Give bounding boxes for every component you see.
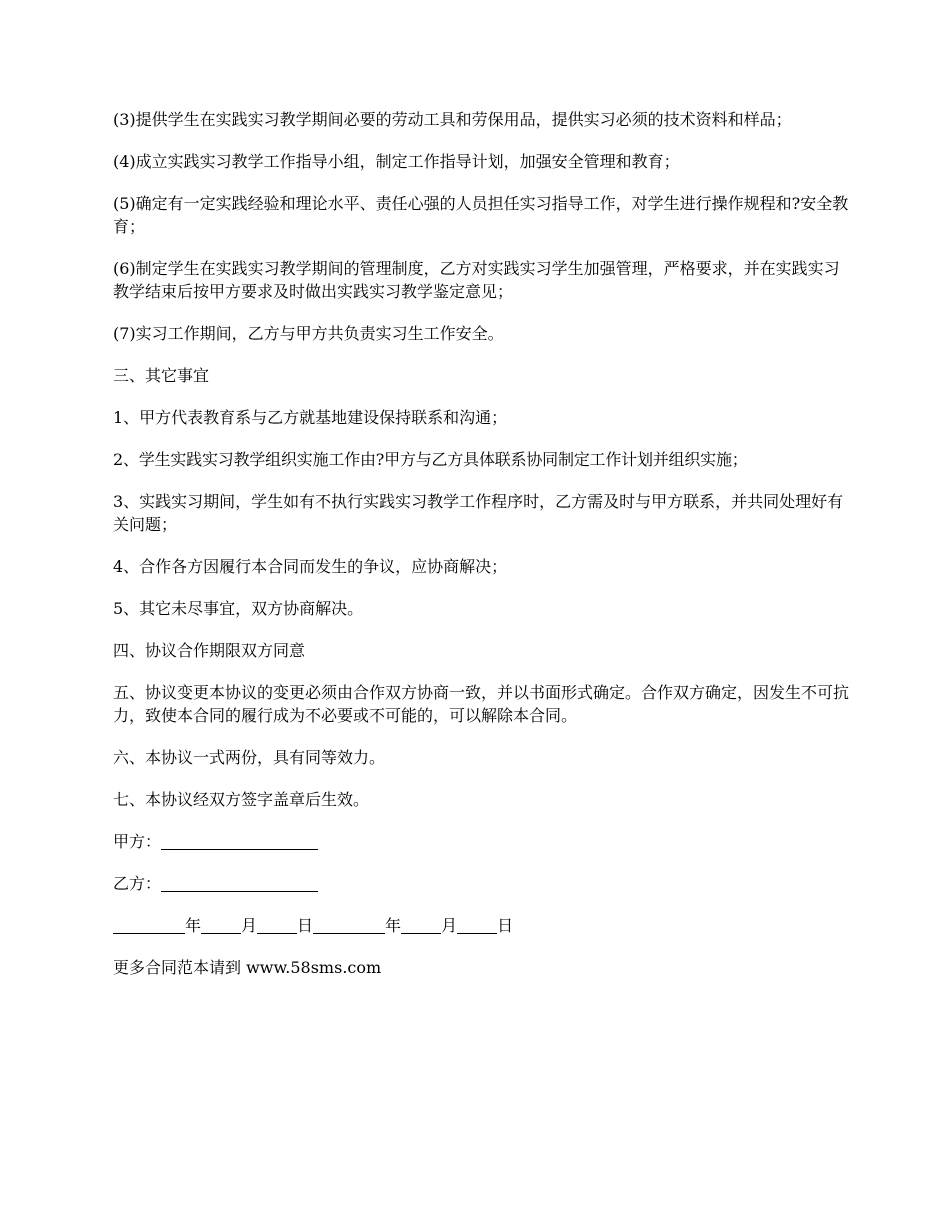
clause-4: (4)成立实践实习教学工作指导小组，制定工作指导计划，加强安全管理和教育； xyxy=(113,152,680,171)
other-item-2: 2、学生实践实习教学组织实施工作由?甲方与乙方具体联系协同制定工作计划并组织实施； xyxy=(113,450,748,469)
day-label-1: 日 xyxy=(297,916,314,935)
party-b-label: 乙方： xyxy=(113,874,162,893)
party-a-label: 甲方： xyxy=(113,832,162,851)
date-blank-day-1 xyxy=(257,916,297,934)
other-item-4: 4、合作各方因履行本合同而发生的争议，应协商解决； xyxy=(113,557,508,576)
section-7-text: 七、本协议经双方签字盖章后生效。 xyxy=(113,790,370,809)
date-blank-year-2 xyxy=(313,916,385,934)
party-a-blank xyxy=(161,832,318,850)
clause-3: (3)提供学生在实践实习教学期间必要的劳动工具和劳保用品，提供实习必须的技术资料和样品； xyxy=(113,110,792,129)
section-heading-4: 四、协议合作期限双方同意 xyxy=(113,641,306,660)
party-b-blank xyxy=(161,874,318,892)
other-item-5: 5、其它未尽事宜，双方协商解决。 xyxy=(113,599,364,618)
month-label-2: 月 xyxy=(441,916,458,935)
clause-6: (6)制定学生在实践实习教学期间的管理制度，乙方对实践实习学生加强管理，严格要求，并在实践实习教学结束后按甲方要求及时做出实践实习教学鉴定意见； xyxy=(113,259,840,301)
month-label-1: 月 xyxy=(241,916,258,935)
date-blank-year-1 xyxy=(113,916,185,934)
party-b-signature-line xyxy=(113,872,853,895)
year-label-2: 年 xyxy=(385,916,402,935)
clause-5: (5)确定有一定实践经验和理论水平、责任心强的人员担任实习指导工作，对学生进行操作规程和?安全教育； xyxy=(113,194,849,236)
date-blank-month-2 xyxy=(401,916,441,934)
day-label-2: 日 xyxy=(497,916,514,935)
party-a-signature-line xyxy=(113,830,853,853)
section-5-text: 五、协议变更本协议的变更必须由合作双方协商一致，并以书面形式确定。合作双方确定，因发生不可抗力，致使本合同的履行成为不必要或不可能的，可以解除本合同。 xyxy=(113,683,850,725)
section-6-text: 六、本协议一式两份，具有同等效力。 xyxy=(113,748,386,767)
section-heading-3: 三、其它事宜 xyxy=(113,366,210,385)
date-blank-day-2 xyxy=(457,916,497,934)
other-item-3: 3、实践实习期间，学生如有不执行实践实习教学工作程序时，乙方需及时与甲方联系，并共同处理好有关问题； xyxy=(113,492,844,534)
other-item-1: 1、甲方代表教育系与乙方就基地建设保持联系和沟通； xyxy=(113,408,508,427)
date-blank-month-1 xyxy=(201,916,241,934)
footer-note: 更多合同范本请到 www.58sms.com xyxy=(113,958,382,977)
year-label-1: 年 xyxy=(185,916,202,935)
clause-7: (7)实习工作期间，乙方与甲方共负责实习生工作安全。 xyxy=(113,324,504,343)
document-page xyxy=(113,108,853,998)
date-line xyxy=(113,914,853,937)
